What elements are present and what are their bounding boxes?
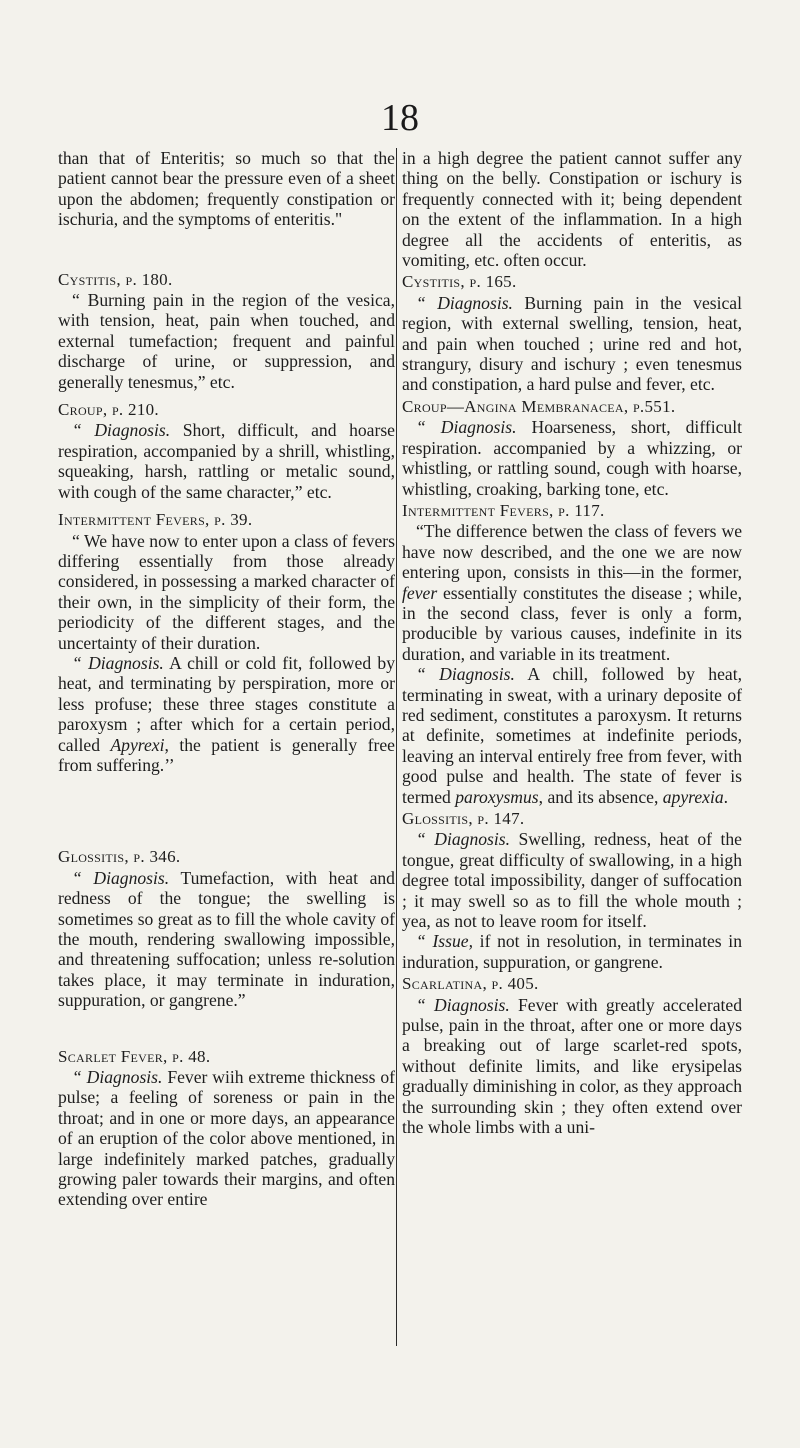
issue-label: “ Issue, — [416, 931, 474, 952]
heading-glossitis: Glossitis, p. 147. — [402, 809, 525, 828]
column-divider — [396, 148, 397, 1346]
heading-scarlet-fever: Scarlet Fever, p. 48. — [58, 1046, 211, 1066]
paragraph-intermittent-diagnosis — [58, 653, 395, 775]
diagnosis-label: “ Diagnosis. — [72, 867, 170, 888]
heading-intermittent-fevers: Intermittent Fevers, p. 39. — [58, 510, 253, 530]
cystitis-text: Burning pain in the vesical region, with external swelling, tension, heat, and pain when touched ; urine red and hot, strangury, disury and ischury ; even tenesmus and constipation, a hard pulse and fever, etc. — [402, 292, 742, 395]
intermittent-text: essentially constitutes the disease ; while, in the second class, fever is only a form, producible by various causes, indefinite in its duration, and variable in its treatment. — [402, 582, 742, 664]
croup-text: Short, difficult, and hoarse respiration, accompanied by a shrill, whistling, squeaking, harsh, rattling or metalic sound, with cough of the same character,” etc. — [58, 420, 395, 502]
paragraph-croup — [402, 417, 742, 499]
diagnosis-label: “ Diagnosis. — [72, 420, 171, 441]
diagnosis-label: “ Diagnosis. — [416, 829, 511, 850]
diagnosis-text: A chill or cold fit, followed by heat, and terminating by perspiration, more or less profuse; these three stages constitute a paroxysm ; after which for a certain period, called — [58, 652, 396, 755]
heading-cystitis: Cystitis, p. 165. — [402, 272, 517, 292]
paragraph-enteritis-continuation: than that of Enteritis; so much so that the patient cannot bear the pressure even of a sheet upon the abdomen; frequently constipation or ischuria, and the symptoms of enteritis." — [58, 148, 395, 230]
glossitis-text: Tumefaction, with heat and redness of the tongue; the swelling is sometimes so great as to fill the whole cavity of the mouth, rendering swallowing impossible, and threatening suffocation; unless re-solution takes place, it may terminate in induration, suppuration, or gangrene.” — [58, 867, 395, 1011]
scarlatina-text: Fever with greatly accelerated pulse, pain in the throat, after one or more days a breaking out of large scarlet-red spots, without definite limits, and like erysipelas gradually diminishing in color, as they approach the surrounding skin ; they often extend over the whole limbs with a uni- — [402, 994, 742, 1138]
paragraph-scarlatina — [402, 995, 742, 1138]
heading-croup: Croup—Angina Membranacea, p.551. — [402, 396, 676, 416]
issue-text: if not in resolution, in terminates in induration, suppuration, or gangrene. — [402, 931, 742, 972]
heading-intermittent-fevers: Intermittent Fevers, p. 117. — [402, 500, 605, 520]
left-column — [58, 148, 395, 1210]
diagnosis-label: “ Diagnosis. — [416, 664, 515, 685]
croup-text: Hoarseness, short, difficult respiration. accompanied by a whizzing, or whistling, or rattling sound, cough with hoarse, whistling, croaking, barking tone, etc. — [402, 417, 742, 499]
scarlet-text: Fever wiih extreme thickness of pulse; a feeling of soreness or pain in the throat; and in one or more days, an appearance of an eruption of the color above mentioned, in large indefinitely marked patches, gradually growing paler towards their margins, and often extending over entire — [58, 1067, 395, 1210]
diagnosis-label: “ Diagnosis. — [72, 652, 164, 673]
heading-glossitis: Glossitis, p. 346. — [58, 847, 181, 867]
intermittent-text: “The difference betwen the class of fevers we have now described, and the one we are now entering upon, consists in this—in the former, — [402, 521, 742, 583]
apyrexia-term: apyrexia — [662, 786, 724, 807]
diagnosis-label: “ Diagnosis. — [416, 417, 517, 438]
diagnosis-label: “ Diagnosis. — [72, 1067, 163, 1088]
diagnosis-label: “ Diagnosis. — [416, 994, 510, 1015]
diagnosis-text: A chill, followed by heat, terminating in sweat, with a urinary deposite of red sediment, constitutes a paroxysm. It returns at definite, sometimes at indefinite periods, leaving an interval entirely free from fever, with good pulse and health. The state of fever is termed — [402, 664, 742, 807]
fever-term: fever — [402, 582, 438, 603]
paragraph-cystitis — [402, 293, 742, 395]
diagnosis-text: , and its absence, — [538, 786, 663, 807]
paragraph-cystitis: “ Burning pain in the region of the vesica, with tension, heat, pain when touched, and external tumefaction; frequent and painful discharge of urine, or suppression, and generally tenesmus,” etc. — [58, 290, 395, 392]
paragraph-intermittent — [402, 521, 742, 664]
heading-croup: Croup, p. 210. — [58, 400, 159, 420]
paragraph-croup — [58, 420, 395, 502]
paragraph-glossitis — [58, 868, 395, 1011]
paragraph-scarlet-fever — [58, 1067, 395, 1210]
paragraph-glossitis-issue — [402, 931, 742, 972]
apyrexi-term: Apyrexi — [110, 734, 165, 755]
heading-scarlatina: Scarlatina, p. 405. — [402, 974, 539, 994]
paragraph-glossitis — [402, 829, 742, 931]
heading-cystitis: Cystitis, p. 180. — [58, 269, 173, 289]
diagnosis-text: . — [723, 786, 729, 807]
page-number: 18 — [381, 97, 419, 139]
glossitis-text: Swelling, redness, heat of the tongue, great difficulty of swallowing, in a high degree total impossibility, danger of suffocation ; it may swell so as to fill the whole mouth ; yea, as not to leave room for itself. — [402, 829, 742, 932]
diagnosis-label: “ Diagnosis. — [416, 292, 513, 313]
right-column — [402, 148, 742, 1138]
paragraph-intermittent-diagnosis — [402, 664, 742, 807]
paragraph-enteritis-continuation: in a high degree the patient cannot suffer any thing on the belly. Constipation or ischury is frequently connected with it; being dependent on the extent of the inflammation. In a high degree all the accidents of enteritis, as vomiting, etc. often occur. — [402, 148, 742, 271]
diagnosis-text: , the patient is generally free from suffering.’’ — [58, 734, 395, 775]
paroxysmus-term: paroxysmus — [455, 786, 539, 807]
paragraph-intermittent: “ We have now to enter upon a class of fevers differing essentially from those already considered, in possessing a marked character of their own, in the simplicity of their form, the periodicity of the different stages, and the uncertainty of their duration. — [58, 530, 395, 653]
